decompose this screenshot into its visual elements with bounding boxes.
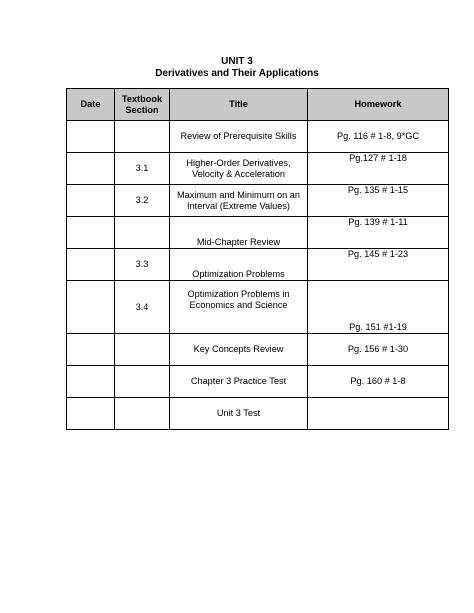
section-cell — [115, 217, 170, 249]
date-cell — [67, 249, 115, 281]
homework-cell: Pg. 151 #1-19 — [308, 281, 449, 334]
homework-cell: Pg. 160 # 1-8 — [308, 366, 449, 398]
table-header-row — [67, 89, 449, 121]
section-cell — [115, 334, 170, 366]
table-row — [67, 366, 449, 398]
header-section: Textbook Section — [115, 89, 170, 121]
unit-schedule-table — [66, 88, 449, 430]
section-cell — [115, 366, 170, 398]
table-row — [67, 398, 449, 430]
table-row — [67, 334, 449, 366]
date-cell — [67, 153, 115, 185]
header-homework: Homework — [308, 89, 449, 121]
homework-cell: Pg. 135 # 1-15 — [308, 185, 449, 217]
unit-title: UNIT 3 — [221, 56, 253, 67]
table-row — [67, 121, 449, 153]
date-cell — [67, 334, 115, 366]
table-row — [67, 185, 449, 217]
date-cell — [67, 281, 115, 334]
table-row — [67, 153, 449, 185]
date-cell — [67, 121, 115, 153]
title-cell: Optimization Problems in Economics and Science — [170, 281, 308, 334]
date-cell — [67, 366, 115, 398]
homework-cell: Pg. 116 # 1-8, 9*GC — [308, 121, 449, 153]
title-cell: Higher-Order Derivatives, Velocity & Acceleration — [170, 153, 308, 185]
homework-cell: Pg. 156 # 1-30 — [308, 334, 449, 366]
homework-cell: Pg.127 # 1-18 — [308, 153, 449, 185]
homework-cell — [308, 398, 449, 430]
section-cell — [115, 121, 170, 153]
section-cell: 3.3 — [115, 249, 170, 281]
section-cell: 3.4 — [115, 281, 170, 334]
section-cell: 3.1 — [115, 153, 170, 185]
section-cell: 3.2 — [115, 185, 170, 217]
title-cell: Unit 3 Test — [170, 398, 308, 430]
title-cell: Optimization Problems — [170, 249, 308, 281]
section-cell — [115, 398, 170, 430]
title-cell: Maximum and Minimum on an Interval (Extreme Values) — [170, 185, 308, 217]
header-date: Date — [67, 89, 115, 121]
date-cell — [67, 217, 115, 249]
homework-cell: Pg. 139 # 1-11 — [308, 217, 449, 249]
unit-subtitle: Derivatives and Their Applications — [155, 68, 319, 79]
title-cell: Mid-Chapter Review — [170, 217, 308, 249]
unit-heading — [0, 56, 474, 80]
header-title: Title — [170, 89, 308, 121]
date-cell — [67, 185, 115, 217]
table-row — [67, 281, 449, 334]
table-row — [67, 249, 449, 281]
title-cell: Key Concepts Review — [170, 334, 308, 366]
date-cell — [67, 398, 115, 430]
title-cell: Chapter 3 Practice Test — [170, 366, 308, 398]
homework-cell: Pg. 145 # 1-23 — [308, 249, 449, 281]
title-cell: Review of Prerequisite Skills — [170, 121, 308, 153]
table-row — [67, 217, 449, 249]
